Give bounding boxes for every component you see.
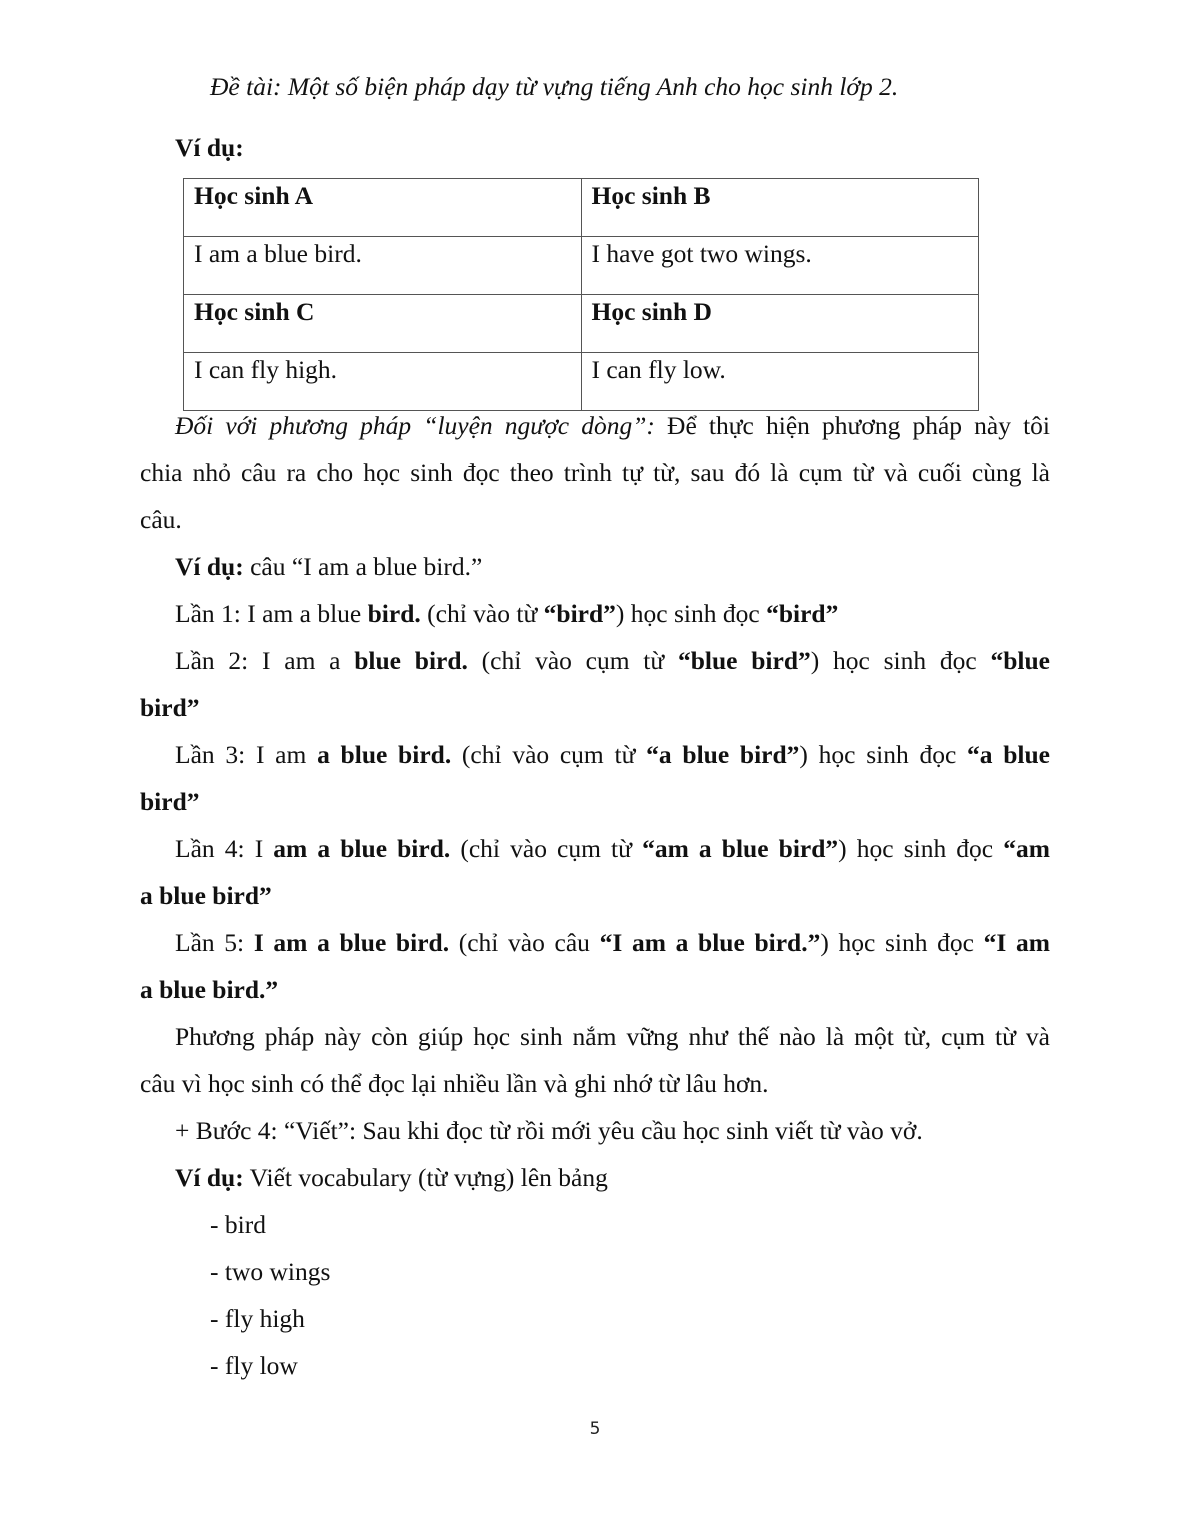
example-sentence: Ví dụ: câu “I am a blue bird.” — [175, 552, 483, 581]
step-line: Lần 1: I am a blue bird. (chỉ vào từ “bird”) học sinh đọc “bird” — [175, 599, 839, 628]
table-row — [184, 179, 979, 237]
step-continuation: a blue bird” — [140, 881, 272, 910]
step-continuation: bird” — [140, 787, 200, 816]
table-cell: Học sinh D — [581, 295, 979, 353]
summary-paragraph-line: câu vì học sinh có thể đọc lại nhiều lần và ghi nhớ từ lâu hơn. — [140, 1069, 769, 1098]
vocab-item: - two wings — [210, 1257, 331, 1286]
table-cell: I have got two wings. — [581, 237, 979, 295]
step4-line: + Bước 4: “Viết”: Sau khi đọc từ rồi mới yêu cầu học sinh viết từ vào vở. — [175, 1116, 923, 1145]
table-row — [184, 295, 979, 353]
table-row — [184, 237, 979, 295]
topic-header: Đề tài: Một số biện pháp dạy từ vựng tiếng Anh cho học sinh lớp 2. — [210, 72, 899, 101]
step-line: Lần 2: I am a blue bird. (chỉ vào cụm từ “blue bird”) học sinh đọc “blue — [175, 646, 1050, 675]
table-cell: Học sinh B — [581, 179, 979, 237]
table-cell: I am a blue bird. — [184, 237, 582, 295]
step-continuation: a blue bird.” — [140, 975, 279, 1004]
step-line: Lần 4: I am a blue bird. (chỉ vào cụm từ “am a blue bird”) học sinh đọc “am — [175, 834, 1050, 863]
vocab-item: - fly low — [210, 1351, 298, 1380]
example-label: Ví dụ: — [175, 133, 244, 162]
summary-paragraph-line: Phương pháp này còn giúp học sinh nắm vững như thế nào là một từ, cụm từ và — [175, 1022, 1050, 1051]
method-paragraph-line: chia nhỏ câu ra cho học sinh đọc theo trình tự từ, sau đó là cụm từ và cuối cùng là — [140, 458, 1050, 487]
method-paragraph-line: câu. — [140, 505, 182, 534]
method-paragraph-line: Đối với phương pháp “luyện ngược dòng”: Để thực hiện phương pháp này tôi — [175, 411, 1050, 440]
table-cell: I can fly low. — [581, 353, 979, 411]
table-cell: Học sinh C — [184, 295, 582, 353]
method-italic-lead: Đối với phương pháp “luyện ngược dòng”: — [175, 411, 655, 440]
table-row — [184, 353, 979, 411]
table-cell: I can fly high. — [184, 353, 582, 411]
page-number: 5 — [589, 1419, 601, 1439]
example-writing: Ví dụ: Viết vocabulary (từ vựng) lên bảng — [175, 1163, 608, 1192]
step-line: Lần 5: I am a blue bird. (chỉ vào câu “I am a blue bird.”) học sinh đọc “I am — [175, 928, 1051, 957]
step-continuation: bird” — [140, 693, 200, 722]
vocab-item: - bird — [210, 1210, 266, 1239]
table-cell: Học sinh A — [184, 179, 582, 237]
student-sentence-table — [183, 178, 979, 411]
vocab-item: - fly high — [210, 1304, 305, 1333]
step-line: Lần 3: I am a blue bird. (chỉ vào cụm từ “a blue bird”) học sinh đọc “a blue — [175, 740, 1051, 769]
